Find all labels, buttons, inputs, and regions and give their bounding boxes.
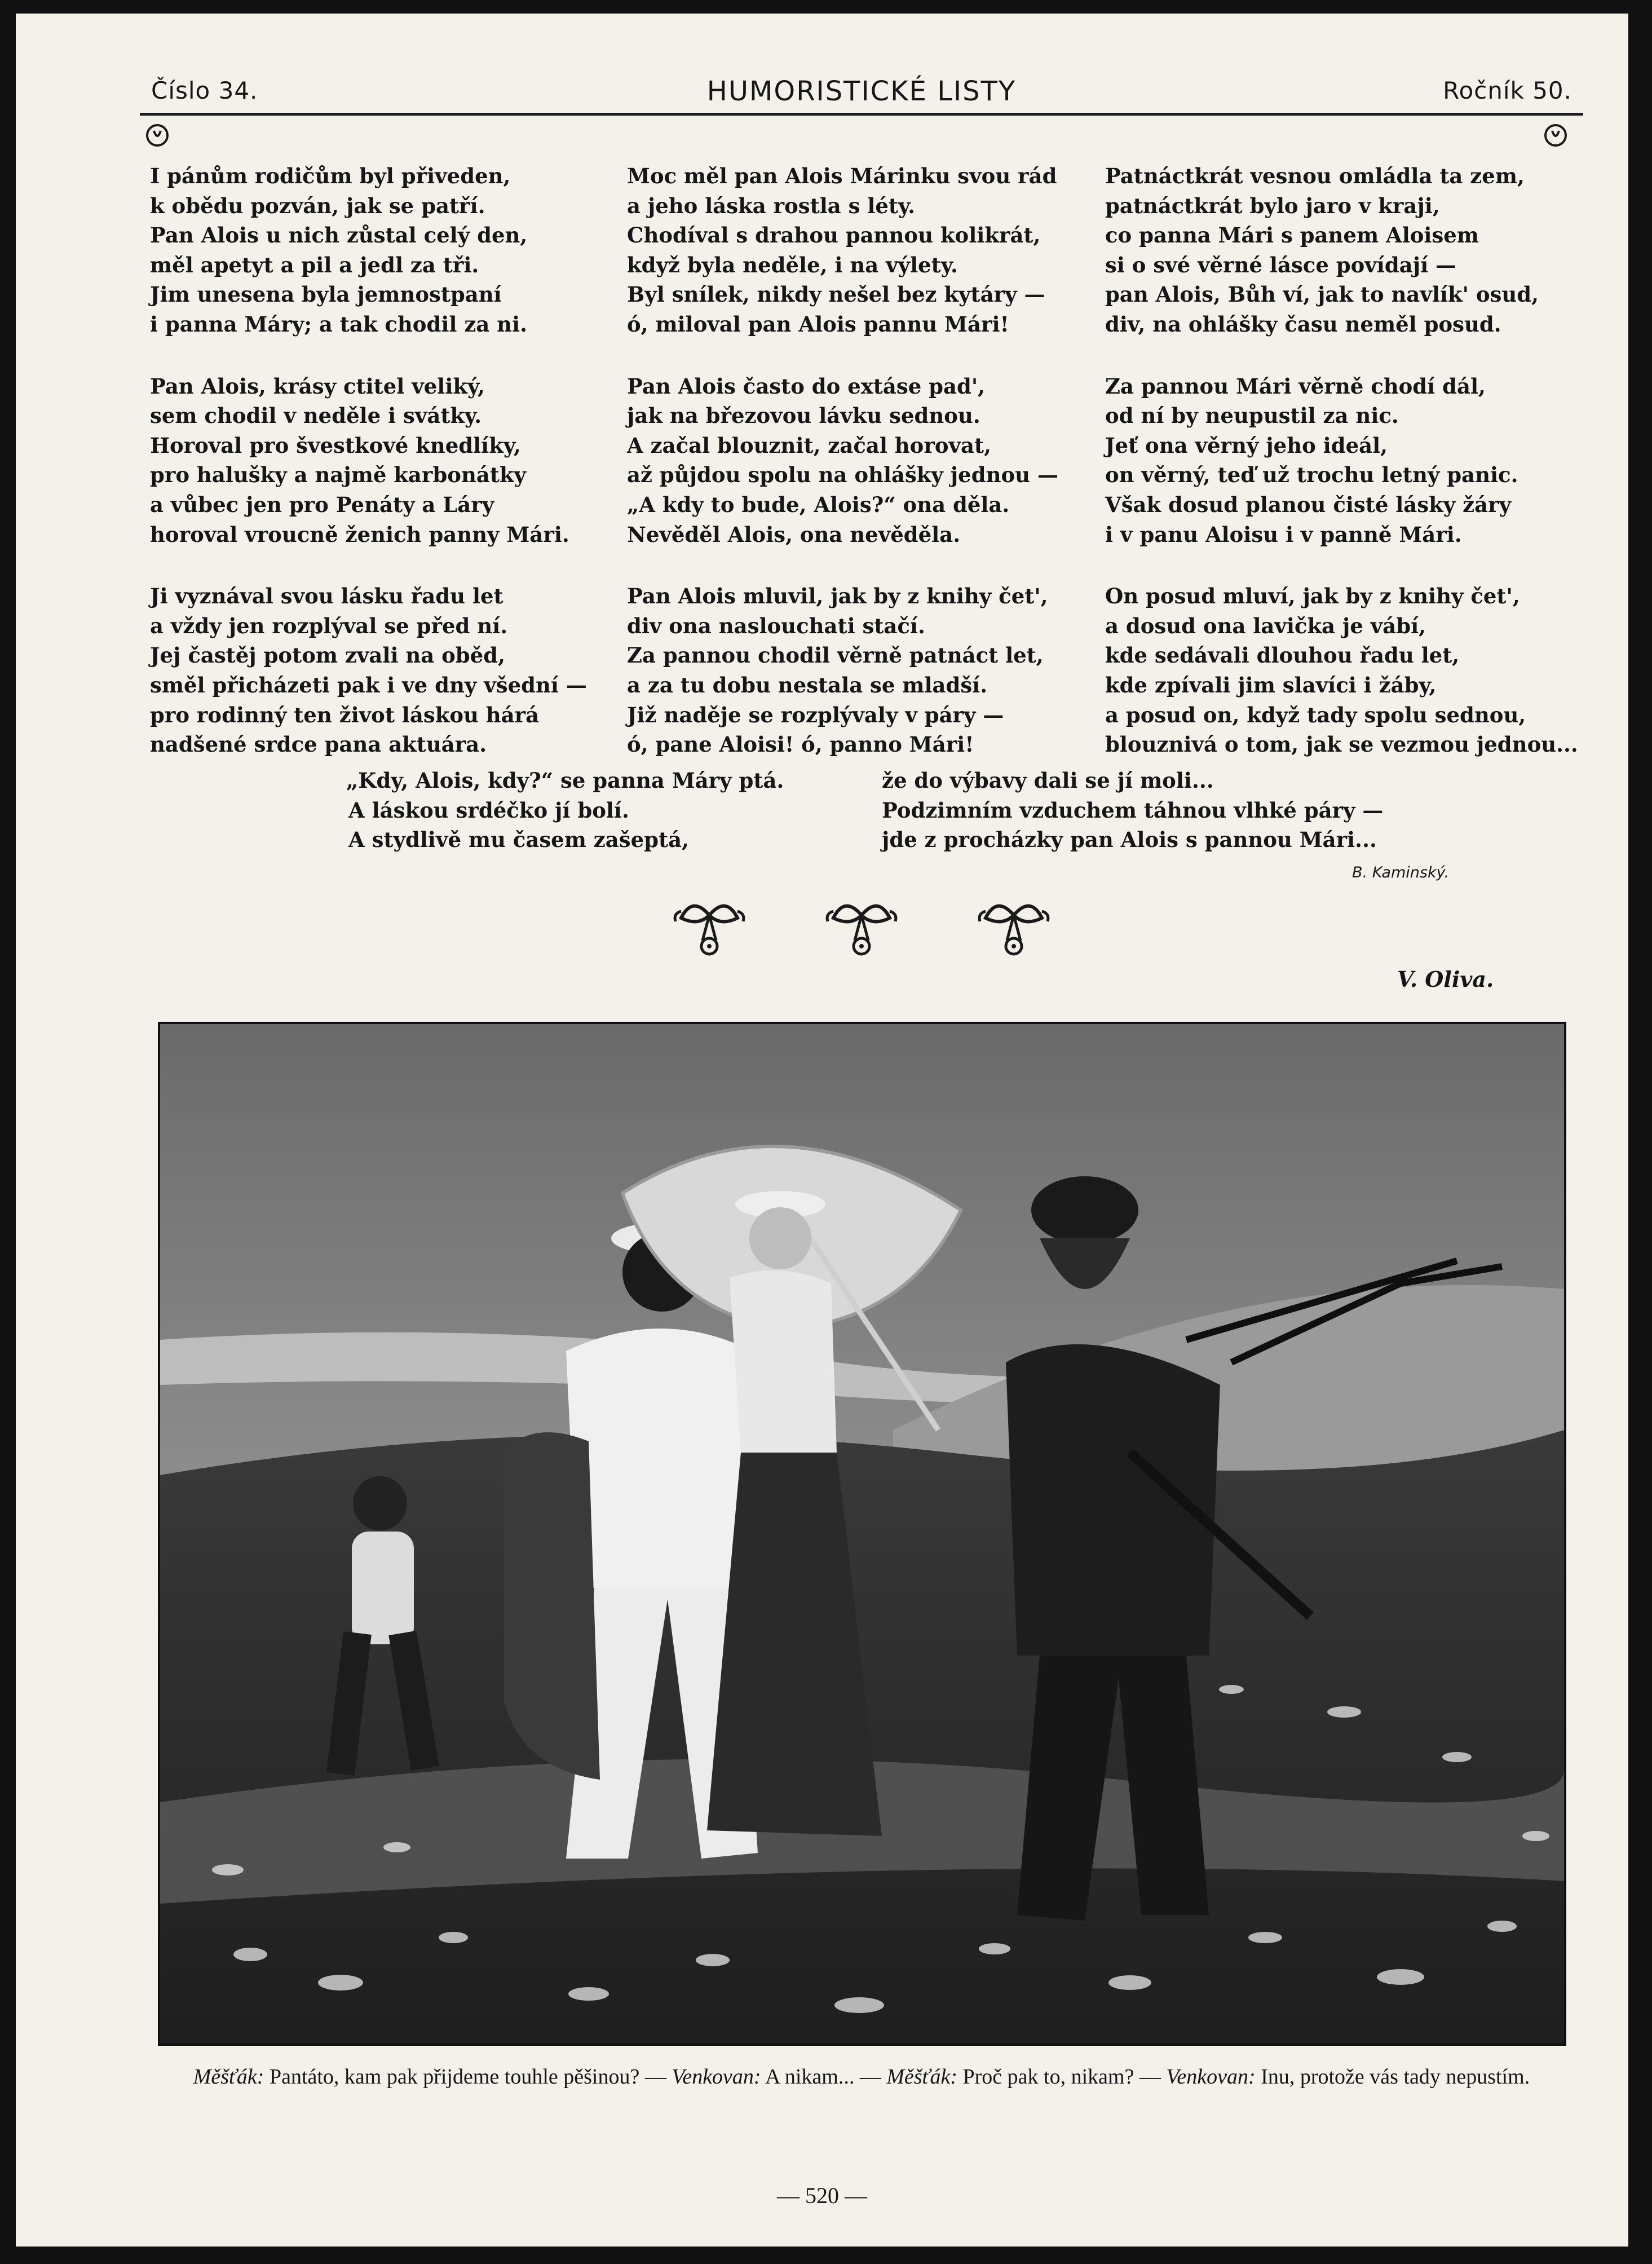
- poem-line: Jim unesena byla jemnostpaní: [150, 282, 502, 307]
- poem-line: Horoval pro švestkové knedlíky,: [150, 433, 521, 458]
- poem-line: až půjdou spolu na ohlášky jednou —: [627, 462, 1058, 488]
- poem-line: jak na březovou lávku sednou.: [627, 403, 980, 429]
- poem-line: I pánům rodičům byl přiveden,: [150, 164, 511, 188]
- poem-author: B. Kaminský.: [1352, 864, 1450, 881]
- poem-line: Patnáctkrát vesnou omládla ta zem,: [1105, 164, 1525, 188]
- poem-line: Pan Alois, krásy ctitel veliký,: [150, 373, 485, 399]
- poem-line: co panna Mári s panem Aloisem: [1105, 223, 1479, 248]
- poem-column-3: [1105, 161, 1578, 792]
- poem-line: když byla neděle, i na výlety.: [627, 252, 958, 277]
- poem-line: a jeho láska rostla s léty.: [627, 193, 916, 218]
- poem-line: sem chodil v neděle i svátky.: [150, 403, 482, 429]
- poem-line: Za pannou chodil věrně patnáct let,: [627, 643, 1044, 668]
- bow-ornament-icon: [979, 906, 1048, 954]
- poem-column-1: [150, 161, 595, 792]
- poem-line: Nevěděl Alois, ona nevěděla.: [627, 522, 961, 547]
- poem-line: A začal blouznit, začal horovat,: [627, 433, 991, 458]
- poem-stanza: [150, 161, 595, 339]
- illustrator-signature: V. Oliva.: [1397, 966, 1494, 992]
- poem-line: blouznivá o tom, jak se vezmou jednou...: [1105, 732, 1578, 757]
- illustration: [158, 1022, 1566, 2046]
- poem-line: ó, pane Aloisi! ó, panno Mári!: [627, 732, 974, 757]
- bow-ornament-icon: [827, 906, 896, 954]
- poem-line: že do výbavy dali se jí moli...: [882, 768, 1214, 793]
- poem-line: Již naděje se rozplývaly v páry —: [627, 702, 1004, 727]
- poem-line: Pan Alois často do extáse pad',: [627, 373, 986, 399]
- caption-speaker: Měšťák:: [193, 2065, 264, 2089]
- poem-line: směl přicházeti pak i ve dny všední —: [150, 672, 587, 698]
- final-stanza-left: [346, 766, 784, 855]
- poem-line: od ní by neupustil za nic.: [1105, 403, 1399, 429]
- poem-line: div ona naslouchati stačí.: [627, 613, 925, 638]
- poem-line: Moc měl pan Alois Márinku svou rád: [627, 164, 1057, 188]
- poem-line: a za tu dobu nestala se mladší.: [627, 672, 988, 698]
- poem-line: kde zpívali jim slavíci i žáby,: [1105, 672, 1437, 698]
- poem-line: si o své věrné lásce povídají —: [1105, 252, 1457, 277]
- poem-stanza: [627, 372, 1072, 550]
- poem-line: patnáctkrát bylo jaro v kraji,: [1105, 193, 1440, 218]
- poem-stanza: [150, 372, 595, 550]
- poem-line: Podzimním vzduchem táhnou vlhké páry —: [882, 797, 1384, 823]
- poem-stanza: [627, 161, 1072, 339]
- poem-line: měl apetyt a pil a jedl za tři.: [150, 252, 479, 277]
- poem-line: a vždy jen rozplýval se před ní.: [150, 613, 508, 638]
- poem-line: horoval vroucně ženich panny Mári.: [150, 522, 569, 547]
- poem-line: i panna Máry; a tak chodil za ni.: [150, 311, 528, 337]
- header-rule: [140, 113, 1583, 116]
- poem-line: k obědu pozván, jak se patří.: [150, 193, 485, 218]
- poem-line: jde z procházky pan Alois s pannou Mári...: [882, 827, 1377, 853]
- magazine-title: HUMORISTICKÉ LISTY: [706, 76, 1017, 107]
- poem-line: pro rodinný ten život láskou hárá: [150, 702, 540, 727]
- page-header: [151, 65, 1572, 116]
- poem-line: Pan Alois mluvil, jak by z knihy čet',: [627, 584, 1048, 609]
- poem-line: Byl snílek, nikdy nešel bez kytáry —: [627, 282, 1045, 307]
- bow-ornament-icon: [675, 906, 744, 954]
- poem-column-2: [627, 161, 1072, 792]
- issue-number: Číslo 34.: [151, 77, 258, 104]
- poem-line: pan Alois, Bůh ví, jak to navlík' osud,: [1105, 282, 1539, 307]
- poem-line: A stydlivě mu časem zašeptá,: [348, 827, 689, 853]
- poem-line: a vůbec jen pro Penáty a Láry: [150, 492, 494, 517]
- poem-stanza: [1105, 161, 1551, 339]
- poem-line: Pan Alois u nich zůstal celý den,: [150, 223, 528, 248]
- poem-line: „A kdy to bude, Alois?“ ona děla.: [627, 492, 1010, 517]
- poem-stanza: [1105, 581, 1578, 760]
- poem-line: A láskou srdéčko jí bolí.: [348, 797, 629, 823]
- poem-line: Jeť ona věrný jeho ideál,: [1105, 433, 1388, 458]
- poem-line: kde sedávali dlouhou řadu let,: [1105, 643, 1460, 668]
- volume-number: Ročník 50.: [1443, 77, 1572, 104]
- poem-line: i v panu Aloisu i v panně Mári.: [1105, 522, 1462, 547]
- poem-line: div, na ohlášky času neměl posud.: [1105, 311, 1501, 337]
- poem-line: on věrný, teď už trochu letný panic.: [1105, 462, 1518, 488]
- poem-stanza: [1105, 372, 1551, 550]
- final-stanza-right: [882, 766, 1383, 855]
- illustration-scene: [160, 1024, 1564, 2044]
- poem-line: Však dosud planou čisté lásky žáry: [1105, 492, 1512, 517]
- ornament-icon: [144, 118, 170, 152]
- poem-line: a dosud ona lavička je vábí,: [1105, 613, 1426, 638]
- poem-line: ó, miloval pan Alois pannu Mári!: [627, 311, 1009, 337]
- poem-stanza: [627, 581, 1072, 760]
- poem-stanza: [150, 581, 595, 760]
- poem-line: a posud on, když tady spolu sednou,: [1105, 702, 1526, 727]
- bow-ornaments: [659, 890, 1064, 963]
- caption-text: Inu, protože vás tady nepustím.: [1255, 2065, 1530, 2089]
- caption-speaker: Venkovan:: [672, 2065, 761, 2089]
- caption-text: A nikam... —: [761, 2065, 887, 2089]
- caption-text: Proč pak to, nikam? —: [957, 2065, 1167, 2089]
- ornament-icon: [1543, 118, 1569, 152]
- caption-speaker: Měšťák:: [886, 2065, 957, 2089]
- poem-line: pro halušky a najmě karbonátky: [150, 462, 527, 488]
- poem-line: On posud mluví, jak by z knihy čet',: [1105, 584, 1520, 609]
- newspaper-page: [16, 14, 1628, 2247]
- poem-line: „Kdy, Alois, kdy?“ se panna Máry ptá.: [346, 768, 784, 793]
- poem-line: Ji vyznával svou lásku řadu let: [150, 584, 503, 609]
- poem-line: nadšené srdce pana aktuára.: [150, 732, 487, 757]
- caption-text: Pantáto, kam pak přijdeme touhle pěšinou? —: [264, 2065, 672, 2089]
- page-number: — 520 —: [777, 2183, 867, 2208]
- poem-line: Za pannou Mári věrně chodí dál,: [1105, 373, 1486, 399]
- poem-line: Jej častěj potom zvali na oběd,: [150, 643, 505, 668]
- poem-line: Chodíval s drahou pannou kolikrát,: [627, 223, 1041, 248]
- illustration-caption: [151, 2060, 1572, 2093]
- caption-speaker: Venkovan:: [1166, 2065, 1256, 2089]
